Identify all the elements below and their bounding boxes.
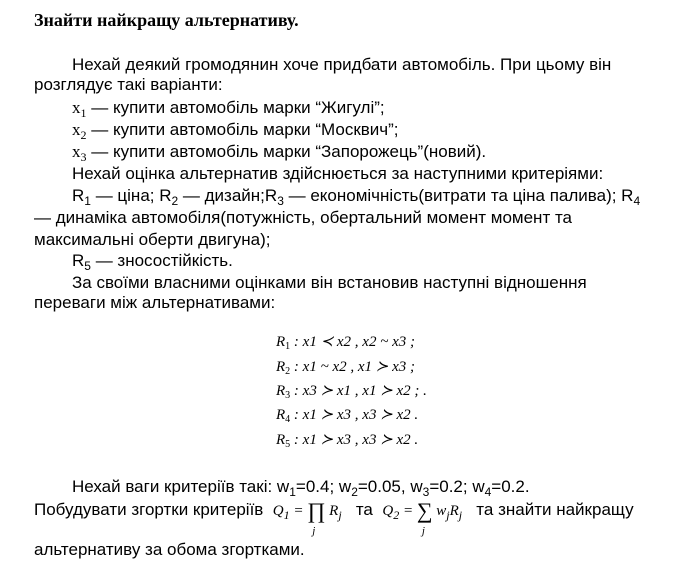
alternative-1: $x_1$ — купити автомобіль марки “Жигулі”; [72, 98, 385, 120]
q1-formula: $Q_1$ = ∏ j $R_j$ [272, 498, 342, 537]
q2-formula: $Q_2$ = ∑ j $w_jR_j$ [382, 498, 463, 537]
weights-line: Нехай ваги критеріїв такі: $w_1=0.4$; $w_2=0.05$, $w_3=0.2$; $w_4=0.2$. [72, 477, 530, 499]
criteria-line-2: — динаміка автомобіля(потужність, обертальний момент момент та [34, 208, 572, 227]
intro-line-2: розглядує такі варіанти: [34, 75, 223, 94]
alternative-3: $x_3$ — купити автомобіль марки “Запорожець”(новий). [72, 142, 487, 164]
criteria-line-1: $R_1$ — ціна; $R_2$ — $дизайн;R_3$ — економічність(витрати та ціна палива); $R_4$ [72, 186, 641, 208]
criteria-r5: $R_5$ — зносостійкість. [72, 251, 233, 273]
relation-r5: $R_5$ : x1 ≻ x3 , x3 ≻ x2 . [276, 432, 419, 450]
criteria-line-3: максимальні оберти двигуна); [34, 230, 271, 249]
relation-r3: $R_3$ : x3 ≻ x1 , x1 ≻ x2 ; . [276, 383, 427, 401]
alternative-2: $x_2$ — купити автомобіль марки “Москвич”; [72, 120, 399, 142]
relation-r1: $R_1$ : x1 ≺ x2 , x2 ~ x3 ; [276, 334, 415, 352]
task-line-1: Побудувати згортки критеріїв $Q_1$ = ∏ j $R_j$ та $Q_2$ = ∑ j $w_jR_j$ та знайти найкращу [34, 498, 634, 537]
preference-intro-2: переваги між альтернативами: [34, 293, 276, 312]
criteria-intro: Нехай оцінка альтернатив здійснюється за наступними критеріями: [72, 164, 604, 183]
relation-r4: $R_4$ : x1 ≻ x3 , x3 ≻ x2 . [276, 407, 419, 425]
relation-r2: $R_2$ : x1 ~ x2 , x1 ≻ x3 ; [276, 359, 415, 377]
preference-intro-1: За своїми власними оцінками він встановив наступні відношення [72, 273, 587, 292]
intro-line-1: Нехай деякий громодянин хоче придбати автомобіль. При цьому він [72, 55, 612, 74]
page-title: Знайти найкращу альтернативу. [34, 10, 299, 30]
task-line-2: альтернативу за обома згортками. [34, 540, 305, 559]
